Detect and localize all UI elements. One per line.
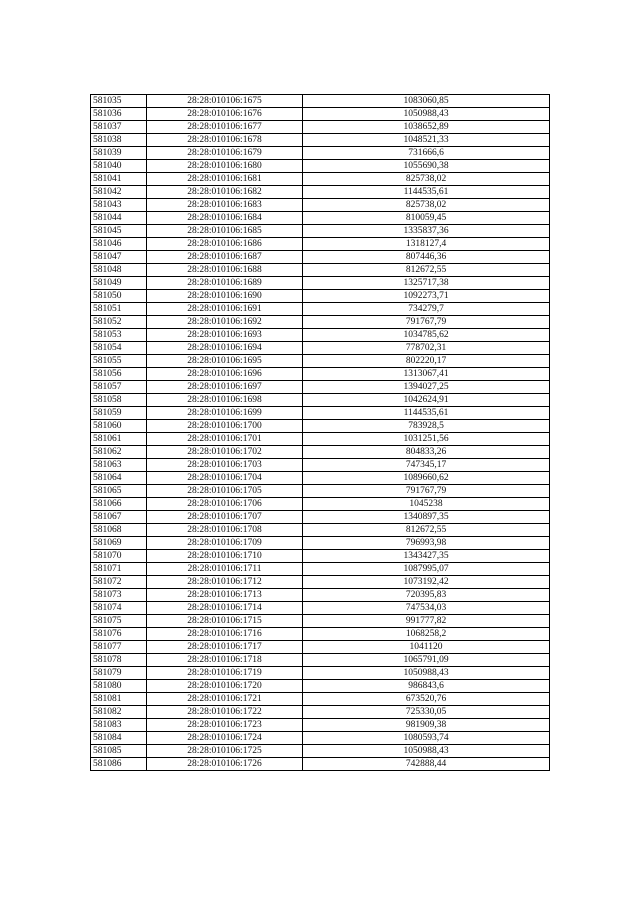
value-cell: 1089660,62 [303,472,550,485]
table-row [91,745,550,758]
cadastral-number-cell: 28:28:010106:1701 [147,433,303,446]
table-row [91,498,550,511]
cadastral-number-cell: 28:28:010106:1686 [147,238,303,251]
value-cell: 1325717,38 [303,277,550,290]
cadastral-number-cell: 28:28:010106:1712 [147,576,303,589]
table-row [91,719,550,732]
cadastral-number-cell: 28:28:010106:1676 [147,108,303,121]
table-row [91,381,550,394]
cadastral-number-cell: 28:28:010106:1706 [147,498,303,511]
table-row [91,342,550,355]
value-cell: 1080593,74 [303,732,550,745]
value-cell: 1055690,38 [303,160,550,173]
table-row [91,628,550,641]
row-id-cell: 581062 [91,446,147,459]
value-cell: 1343427,35 [303,550,550,563]
row-id-cell: 581064 [91,472,147,485]
cadastral-number-cell: 28:28:010106:1713 [147,589,303,602]
table-row [91,472,550,485]
table-body [91,95,550,771]
table-row [91,160,550,173]
row-id-cell: 581079 [91,667,147,680]
row-id-cell: 581056 [91,368,147,381]
row-id-cell: 581041 [91,173,147,186]
value-cell: 778702,31 [303,342,550,355]
row-id-cell: 581046 [91,238,147,251]
value-cell: 825738,02 [303,173,550,186]
row-id-cell: 581069 [91,537,147,550]
value-cell: 1041120 [303,641,550,654]
cadastral-number-cell: 28:28:010106:1722 [147,706,303,719]
table-row [91,134,550,147]
value-cell: 981909,38 [303,719,550,732]
row-id-cell: 581035 [91,95,147,108]
table-row [91,485,550,498]
cadastral-number-cell: 28:28:010106:1691 [147,303,303,316]
value-cell: 1144535,61 [303,407,550,420]
value-cell: 731666,6 [303,147,550,160]
value-cell: 1394027,25 [303,381,550,394]
row-id-cell: 581067 [91,511,147,524]
table-row [91,732,550,745]
table-row [91,186,550,199]
value-cell: 812672,55 [303,264,550,277]
value-cell: 1318127,4 [303,238,550,251]
value-cell: 810059,45 [303,212,550,225]
table-row [91,446,550,459]
cadastral-number-cell: 28:28:010106:1709 [147,537,303,550]
cadastral-number-cell: 28:28:010106:1699 [147,407,303,420]
table-row [91,706,550,719]
row-id-cell: 581083 [91,719,147,732]
value-cell: 1073192,42 [303,576,550,589]
cadastral-number-cell: 28:28:010106:1726 [147,758,303,771]
table-row [91,563,550,576]
value-cell: 1050988,43 [303,745,550,758]
cadastral-number-cell: 28:28:010106:1696 [147,368,303,381]
cadastral-number-cell: 28:28:010106:1682 [147,186,303,199]
cadastral-number-cell: 28:28:010106:1681 [147,173,303,186]
data-table [90,94,550,771]
row-id-cell: 581040 [91,160,147,173]
cadastral-number-cell: 28:28:010106:1697 [147,381,303,394]
cadastral-number-cell: 28:28:010106:1715 [147,615,303,628]
row-id-cell: 581084 [91,732,147,745]
table-row [91,576,550,589]
table-row [91,368,550,381]
row-id-cell: 581051 [91,303,147,316]
value-cell: 812672,55 [303,524,550,537]
value-cell: 1335837,36 [303,225,550,238]
cadastral-number-cell: 28:28:010106:1693 [147,329,303,342]
cadastral-number-cell: 28:28:010106:1710 [147,550,303,563]
row-id-cell: 581063 [91,459,147,472]
table-row [91,654,550,667]
row-id-cell: 581074 [91,602,147,615]
cadastral-number-cell: 28:28:010106:1719 [147,667,303,680]
value-cell: 1068258,2 [303,628,550,641]
row-id-cell: 581078 [91,654,147,667]
cadastral-number-cell: 28:28:010106:1702 [147,446,303,459]
cadastral-number-cell: 28:28:010106:1704 [147,472,303,485]
value-cell: 802220,17 [303,355,550,368]
row-id-cell: 581065 [91,485,147,498]
cadastral-number-cell: 28:28:010106:1695 [147,355,303,368]
row-id-cell: 581039 [91,147,147,160]
cadastral-number-cell: 28:28:010106:1677 [147,121,303,134]
row-id-cell: 581066 [91,498,147,511]
row-id-cell: 581068 [91,524,147,537]
table-row [91,407,550,420]
table-row [91,420,550,433]
row-id-cell: 581043 [91,199,147,212]
cadastral-number-cell: 28:28:010106:1721 [147,693,303,706]
table-row [91,602,550,615]
cadastral-number-cell: 28:28:010106:1688 [147,264,303,277]
row-id-cell: 581048 [91,264,147,277]
value-cell: 1313067,41 [303,368,550,381]
cadastral-number-cell: 28:28:010106:1718 [147,654,303,667]
cadastral-number-cell: 28:28:010106:1694 [147,342,303,355]
value-cell: 825738,02 [303,199,550,212]
cadastral-number-cell: 28:28:010106:1678 [147,134,303,147]
value-cell: 791767,79 [303,316,550,329]
row-id-cell: 581071 [91,563,147,576]
cadastral-number-cell: 28:28:010106:1716 [147,628,303,641]
value-cell: 1050988,43 [303,108,550,121]
table-row [91,251,550,264]
value-cell: 791767,79 [303,485,550,498]
value-cell: 1045238 [303,498,550,511]
row-id-cell: 581054 [91,342,147,355]
row-id-cell: 581045 [91,225,147,238]
row-id-cell: 581085 [91,745,147,758]
row-id-cell: 581059 [91,407,147,420]
value-cell: 1031251,56 [303,433,550,446]
table-row [91,394,550,407]
value-cell: 804833,26 [303,446,550,459]
table-row [91,95,550,108]
cadastral-number-cell: 28:28:010106:1711 [147,563,303,576]
table-row [91,238,550,251]
cadastral-number-cell: 28:28:010106:1708 [147,524,303,537]
value-cell: 1144535,61 [303,186,550,199]
cadastral-number-cell: 28:28:010106:1703 [147,459,303,472]
table-row [91,459,550,472]
cadastral-number-cell: 28:28:010106:1707 [147,511,303,524]
value-cell: 673520,76 [303,693,550,706]
row-id-cell: 581075 [91,615,147,628]
row-id-cell: 581042 [91,186,147,199]
cadastral-number-cell: 28:28:010106:1700 [147,420,303,433]
table-row [91,589,550,602]
table-row [91,121,550,134]
table-row [91,615,550,628]
value-cell: 807446,36 [303,251,550,264]
value-cell: 1042624,91 [303,394,550,407]
cadastral-number-cell: 28:28:010106:1689 [147,277,303,290]
table-row [91,290,550,303]
row-id-cell: 581052 [91,316,147,329]
table-row [91,147,550,160]
value-cell: 1083060,85 [303,95,550,108]
value-cell: 1065791,09 [303,654,550,667]
value-cell: 796993,98 [303,537,550,550]
value-cell: 725330,05 [303,706,550,719]
table-row [91,524,550,537]
row-id-cell: 581086 [91,758,147,771]
row-id-cell: 581036 [91,108,147,121]
cadastral-number-cell: 28:28:010106:1717 [147,641,303,654]
table-row [91,199,550,212]
value-cell: 986843,6 [303,680,550,693]
table-row [91,680,550,693]
cadastral-number-cell: 28:28:010106:1720 [147,680,303,693]
row-id-cell: 581077 [91,641,147,654]
table-row [91,108,550,121]
table-row [91,511,550,524]
row-id-cell: 581076 [91,628,147,641]
row-id-cell: 581047 [91,251,147,264]
cadastral-number-cell: 28:28:010106:1723 [147,719,303,732]
value-cell: 747345,17 [303,459,550,472]
cadastral-number-cell: 28:28:010106:1724 [147,732,303,745]
table-row [91,212,550,225]
row-id-cell: 581080 [91,680,147,693]
table-row [91,758,550,771]
row-id-cell: 581072 [91,576,147,589]
row-id-cell: 581061 [91,433,147,446]
table-row [91,550,550,563]
row-id-cell: 581050 [91,290,147,303]
row-id-cell: 581044 [91,212,147,225]
table-row [91,173,550,186]
row-id-cell: 581060 [91,420,147,433]
cadastral-number-cell: 28:28:010106:1698 [147,394,303,407]
table-row [91,316,550,329]
cadastral-number-cell: 28:28:010106:1685 [147,225,303,238]
value-cell: 783928,5 [303,420,550,433]
table-row [91,355,550,368]
table-row [91,329,550,342]
row-id-cell: 581057 [91,381,147,394]
cadastral-number-cell: 28:28:010106:1714 [147,602,303,615]
row-id-cell: 581070 [91,550,147,563]
table-row [91,667,550,680]
row-id-cell: 581037 [91,121,147,134]
cadastral-number-cell: 28:28:010106:1684 [147,212,303,225]
cadastral-number-cell: 28:28:010106:1683 [147,199,303,212]
cadastral-number-cell: 28:28:010106:1725 [147,745,303,758]
row-id-cell: 581082 [91,706,147,719]
value-cell: 1048521,33 [303,134,550,147]
table-row [91,537,550,550]
row-id-cell: 581058 [91,394,147,407]
table-row [91,303,550,316]
value-cell: 1092273,71 [303,290,550,303]
table-row [91,225,550,238]
row-id-cell: 581053 [91,329,147,342]
value-cell: 1034785,62 [303,329,550,342]
value-cell: 742888,44 [303,758,550,771]
value-cell: 991777,82 [303,615,550,628]
cadastral-number-cell: 28:28:010106:1679 [147,147,303,160]
cadastral-number-cell: 28:28:010106:1705 [147,485,303,498]
cadastral-number-cell: 28:28:010106:1690 [147,290,303,303]
value-cell: 1087995,07 [303,563,550,576]
cadastral-number-cell: 28:28:010106:1692 [147,316,303,329]
value-cell: 1038652,89 [303,121,550,134]
row-id-cell: 581055 [91,355,147,368]
row-id-cell: 581081 [91,693,147,706]
table-row [91,264,550,277]
value-cell: 734279,7 [303,303,550,316]
row-id-cell: 581049 [91,277,147,290]
table-row [91,277,550,290]
value-cell: 747534,03 [303,602,550,615]
value-cell: 720395,83 [303,589,550,602]
row-id-cell: 581038 [91,134,147,147]
value-cell: 1050988,43 [303,667,550,680]
table-row [91,433,550,446]
row-id-cell: 581073 [91,589,147,602]
value-cell: 1340897,35 [303,511,550,524]
table-row [91,693,550,706]
cadastral-number-cell: 28:28:010106:1675 [147,95,303,108]
table-row [91,641,550,654]
cadastral-number-cell: 28:28:010106:1687 [147,251,303,264]
cadastral-number-cell: 28:28:010106:1680 [147,160,303,173]
